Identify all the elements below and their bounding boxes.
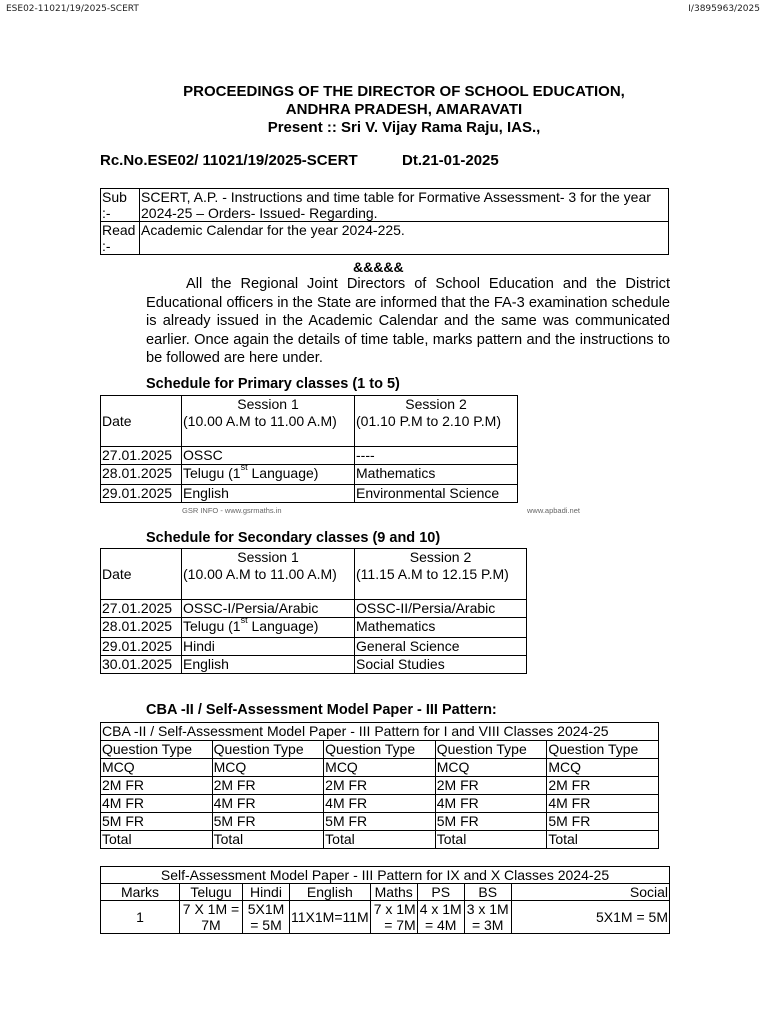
body-paragraph bbox=[146, 275, 670, 368]
table-cell: 29.01.2025 bbox=[101, 638, 182, 656]
table-cell: 4M FR bbox=[324, 795, 436, 813]
secondary-session1-time: (10.00 A.M to 11.00 A.M) bbox=[183, 566, 337, 582]
table-cell: 7 X 1M = 7M bbox=[180, 901, 243, 934]
table-cell: 4M FR bbox=[101, 795, 213, 813]
secondary-schedule-table bbox=[100, 548, 527, 674]
table-cell: 4 x 1M = 4M bbox=[417, 901, 464, 934]
cba-pattern-table bbox=[100, 722, 659, 849]
table-cell: 5M FR bbox=[101, 813, 213, 831]
table-cell: 5M FR bbox=[324, 813, 436, 831]
table-cell: 5X1M = 5M bbox=[511, 901, 669, 934]
secondary-heading: Schedule for Secondary classes (9 and 10) bbox=[146, 530, 441, 546]
body-paragraph-text: All the Regional Joint Directors of School Education and the District Educational officers in the State are informed that the FA-3 examination schedule is already issued in the Academic Calendar and the same was communicated earlier. Once again the details of time table, marks pattern and the instructions to be followed are here under. bbox=[146, 276, 670, 366]
cell-text: Language) bbox=[247, 465, 319, 481]
secondary-date-header: Date bbox=[101, 549, 182, 600]
table-cell: 4M FR bbox=[547, 795, 659, 813]
table-cell: 2M FR bbox=[101, 777, 213, 795]
table-cell: 28.01.2025 bbox=[101, 618, 182, 638]
table-cell: 4M FR bbox=[212, 795, 324, 813]
primary-session2-time: (01.10 P.M to 2.10 P.M) bbox=[356, 413, 502, 429]
table-row bbox=[101, 777, 659, 795]
table-cell: 4M FR bbox=[435, 795, 547, 813]
table-row bbox=[101, 831, 659, 849]
table-cell: MCQ bbox=[101, 759, 213, 777]
table-cell: Mathematics bbox=[355, 465, 518, 485]
watermark-right: www.apbadi.net bbox=[527, 506, 580, 515]
secondary-session1-header bbox=[182, 549, 355, 600]
table-cell: Question Type bbox=[324, 741, 436, 759]
sa-pattern-table bbox=[100, 866, 670, 934]
table-cell bbox=[182, 615, 355, 638]
table-cell: Hindi bbox=[243, 884, 290, 901]
watermark-left: GSR INFO - www.gsrmaths.in bbox=[182, 506, 282, 515]
table-cell: OSSC bbox=[182, 447, 355, 465]
read-label: Read :- bbox=[101, 222, 140, 255]
table-cell: Total bbox=[435, 831, 547, 849]
table-cell: Mathematics bbox=[355, 618, 527, 638]
table-cell: Marks bbox=[101, 884, 180, 901]
table-cell: Social bbox=[511, 884, 669, 901]
table-cell: Total bbox=[547, 831, 659, 849]
primary-session1-label: Session 1 bbox=[237, 396, 299, 412]
table-cell: OSSC-I/Persia/Arabic bbox=[182, 600, 355, 618]
primary-session1-header bbox=[182, 396, 355, 447]
table-cell: Question Type bbox=[547, 741, 659, 759]
table-cell: 2M FR bbox=[212, 777, 324, 795]
title-line-3: Present :: Sri V. Vijay Rama Raju, IAS., bbox=[267, 119, 541, 136]
table-cell: ---- bbox=[355, 447, 518, 465]
table-row bbox=[101, 741, 659, 759]
primary-schedule-table bbox=[100, 395, 518, 503]
table-cell: 11X1M=11M bbox=[290, 901, 371, 934]
table-cell: English bbox=[290, 884, 371, 901]
table-cell: Question Type bbox=[435, 741, 547, 759]
table-cell: Question Type bbox=[101, 741, 213, 759]
table-cell: PS bbox=[417, 884, 464, 901]
cba-heading: CBA -II / Self-Assessment Model Paper - III Pattern: bbox=[146, 702, 497, 718]
table-row bbox=[101, 813, 659, 831]
table-cell: 5X1M = 5M bbox=[243, 901, 290, 934]
secondary-session2-time: (11.15 A.M to 12.15 P.M) bbox=[356, 566, 509, 582]
title-line-2: ANDHRA PRADESH, AMARAVATI bbox=[285, 101, 523, 118]
table-cell: 2M FR bbox=[324, 777, 436, 795]
cell-text: Telugu (1 bbox=[183, 465, 241, 481]
table-row bbox=[101, 759, 659, 777]
table-cell: 5M FR bbox=[435, 813, 547, 831]
title-line-1: PROCEEDINGS OF THE DIRECTOR OF SCHOOL EDUCATION, bbox=[183, 83, 625, 100]
table-cell: 27.01.2025 bbox=[101, 447, 182, 465]
secondary-session2-header bbox=[355, 549, 527, 600]
superscript: st bbox=[240, 615, 248, 625]
table-cell: 2M FR bbox=[435, 777, 547, 795]
table-cell: 28.01.2025 bbox=[101, 465, 182, 485]
table-cell: Question Type bbox=[212, 741, 324, 759]
table-cell: 2M FR bbox=[547, 777, 659, 795]
primary-session2-header bbox=[355, 396, 518, 447]
table-cell: Social Studies bbox=[355, 656, 527, 674]
header-ref-right: I/3895963/2025 bbox=[688, 4, 760, 14]
table-cell: MCQ bbox=[435, 759, 547, 777]
header-ref-left: ESE02-11021/19/2025-SCERT bbox=[6, 4, 139, 14]
primary-session2-label: Session 2 bbox=[405, 396, 467, 412]
table-cell: 27.01.2025 bbox=[101, 600, 182, 618]
table-cell: English bbox=[182, 485, 355, 503]
secondary-session1-label: Session 1 bbox=[237, 549, 299, 565]
reference-line bbox=[100, 152, 499, 169]
primary-heading: Schedule for Primary classes (1 to 5) bbox=[146, 376, 400, 392]
table-cell: English bbox=[182, 656, 355, 674]
table-cell: 30.01.2025 bbox=[101, 656, 182, 674]
separator: &&&&& bbox=[353, 259, 404, 275]
cba-caption: CBA -II / Self-Assessment Model Paper - III Pattern for I and VIII Classes 2024-25 bbox=[101, 723, 659, 741]
table-cell: 5M FR bbox=[212, 813, 324, 831]
cell-text: Telugu (1 bbox=[183, 618, 241, 634]
table-cell: MCQ bbox=[324, 759, 436, 777]
table-cell: Total bbox=[324, 831, 436, 849]
sub-text: SCERT, A.P. - Instructions and time table for Formative Assessment- 3 for the year 2024-25 – Orders- Issued- Regarding. bbox=[140, 189, 669, 222]
rc-number: Rc.No.ESE02/ 11021/19/2025-SCERT bbox=[100, 152, 358, 169]
table-cell: 1 bbox=[101, 901, 180, 934]
table-cell: BS bbox=[464, 884, 511, 901]
table-cell: Hindi bbox=[182, 638, 355, 656]
secondary-session2-label: Session 2 bbox=[409, 549, 472, 565]
table-row bbox=[101, 884, 670, 901]
subject-table bbox=[100, 188, 669, 255]
superscript: st bbox=[240, 462, 248, 472]
table-cell: 7 x 1M = 7M bbox=[370, 901, 417, 934]
sa-caption: Self-Assessment Model Paper - III Pattern for IX and X Classes 2024-25 bbox=[101, 867, 670, 884]
table-cell: Environmental Science bbox=[355, 485, 518, 503]
proceedings-title bbox=[100, 83, 708, 137]
cell-text: Language) bbox=[247, 618, 319, 634]
proceedings-date: Dt.21-01-2025 bbox=[402, 152, 499, 169]
table-cell: MCQ bbox=[547, 759, 659, 777]
table-cell: Total bbox=[212, 831, 324, 849]
primary-date-header: Date bbox=[101, 396, 182, 447]
table-row bbox=[101, 795, 659, 813]
primary-session1-time: (10.00 A.M to 11.00 A.M) bbox=[183, 413, 337, 429]
table-cell: Telugu bbox=[180, 884, 243, 901]
sub-label: Sub :- bbox=[101, 189, 140, 222]
read-text: Academic Calendar for the year 2024-225. bbox=[140, 222, 669, 255]
table-cell: General Science bbox=[355, 638, 527, 656]
table-row bbox=[101, 901, 670, 934]
table-cell: 29.01.2025 bbox=[101, 485, 182, 503]
table-cell: Maths bbox=[370, 884, 417, 901]
table-cell bbox=[182, 462, 355, 485]
table-cell: OSSC-II/Persia/Arabic bbox=[355, 600, 527, 618]
table-cell: Total bbox=[101, 831, 213, 849]
table-cell: 3 x 1M = 3M bbox=[464, 901, 511, 934]
table-cell: 5M FR bbox=[547, 813, 659, 831]
table-cell: MCQ bbox=[212, 759, 324, 777]
